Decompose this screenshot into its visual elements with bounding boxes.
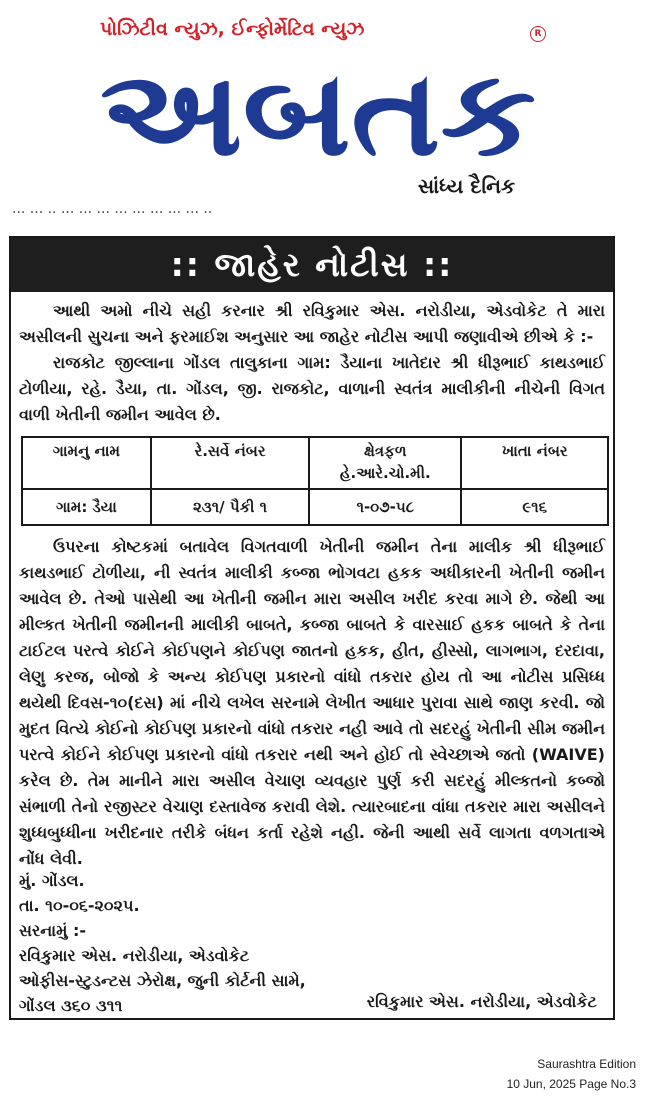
advocate-signature: રવિકુમાર એસ. નરોડીયા, એડવોકેટ [366, 992, 597, 1011]
notice-intro-1: આથી અમો નીચે સહી કરનાર શ્રી રવિકુમાર એસ. નરોડીયા, એડવોકેટ તે મારા અસીલની સુચના અને ફરમાઈશ અનુસાર આ જાહેર નોટીસ આપી જણાવીએ છીએ કે :- [19, 301, 605, 346]
logo-text: અબતક [100, 46, 536, 170]
address-label: સરનામું :- [19, 921, 86, 940]
col-area-unit: હે.આરે.ચો.મી. [339, 464, 431, 482]
edition-name: Saurashtra Edition [537, 1057, 636, 1071]
col-survey-number: રે.સર્વે નંબર [151, 437, 309, 489]
land-details-table [21, 436, 609, 526]
registered-mark: R [530, 26, 546, 42]
table-row [22, 489, 608, 525]
edition-info [507, 1054, 636, 1094]
masthead [0, 0, 646, 210]
public-notice [9, 236, 615, 1020]
col-area-label: ક્ષેત્રફળ [364, 442, 407, 460]
cell-account: ૯૧૬ [461, 489, 608, 525]
masthead-tagline: પોઝિટીવ ન્યુઝ, ઈન્ફોર્મેટિવ ન્યુઝ [100, 18, 365, 40]
cut-off-text: ... ... .. ... ... ... ... ... ... ... ... .. [12, 208, 213, 217]
col-village-name: ગામનુ નામ [22, 437, 151, 489]
notice-date: તા. ૧૦-૦૬-૨૦૨૫. [19, 896, 140, 915]
col-area [309, 437, 461, 489]
address-line: રવિકુમાર એસ. નરોડીયા, એડવોકેટ [19, 946, 250, 965]
cell-village: ગામ: ડૈયા [22, 489, 151, 525]
address-line: ગોંડલ ૩૬૦ ૩૧૧ [19, 996, 123, 1015]
col-account-number: ખાતા નંબર [461, 437, 608, 489]
edition-date-page: 10 Jun, 2025 Page No.3 [506, 1077, 636, 1091]
cell-survey: ૨૩૧/ પૈકી ૧ [151, 489, 309, 525]
notice-intro-2: રાજકોટ જીલ્લાના ગોંડલ તાલુકાના ગામ: ડૈયાના ખાતેદાર શ્રી ધીરૂભાઈ કાથડભાઈ ટોળીયા, રહે. ડૈયા, તા. ગોંડલ, જી. રાજકોટ, વાળાની સ્વતંત્ર માલીકીની નીચેની વિગત વાળી ખેતીની જમીન આવેલ છે. [19, 353, 605, 424]
newspaper-logo [98, 46, 538, 170]
table-header-row [22, 437, 608, 489]
masthead-subtitle: સાંધ્ય દૈનિક [418, 174, 516, 198]
address-line: ઓફીસ-સ્ટુડન્ટસ ઝેરોક્ષ, જુની કોર્ટની સામે, [19, 971, 306, 990]
notice-heading: :: જાહેર નોટીસ :: [11, 238, 613, 292]
cell-area: ૧-૦૭-૫૮ [309, 489, 461, 525]
notice-body: ઉપરના કોષ્ટકમાં બતાવેલ વિગતવાળી ખેતીની જમીન તેના માલીક શ્રી ધીરૂભાઈ કાથડભાઈ ટોળીયા, ની સ્વતંત્ર માલીકી કબ્જા ભોગવટા હકક અધીકારની ખેતીની જમીન આવેલ છે. તેઓ પાસેથી આ ખેતીની જમીન મારા અસીલ ખરીદ કરવા માગે છે. જેથી આ મીલ્કત ખેતીની જમીનની માલીકી બાબતે, કબ્જા બાબતે કે વારસાઈ હકક બાબતે કે તેના ટાઈટલ પરત્વે કોઈને કોઈપણને કોઈપણ જાતનો હકક, હીત, હીસ્સો, લાગભાગ, દરદાવા, લેણુ કરજ, બોજો કે અન્ય કોઈપણ પ્રકારનો વાંધો તકરાર હોય તો આ નોટીસ પ્રસિધ્ધ થયેથી દિવસ-૧૦(દસ) માં નીચે લખેલ સરનામે લેખીત આધાર પુરાવા સાથે જાણ કરવી. જો મુદત વિત્યે કોઈનો કોઈપણ પ્રકારનો વાંધો તકરાર નહી આવે તો સદરહું ખેતીની સીમ જમીન પરત્વે કોઈને કોઈપણ પ્રકારનો વાંધો તકરાર નથી અને હોઈ તો સ્વેચ્છાએ જતો (WAIVE) કરેલ છે. તેમ માનીને મારા અસીલ વેચાણ વ્યવહાર પુર્ણ કરી સદરહું મીલ્કતનો કબ્જો સંભાળી તેનો રજીસ્ટર વેચાણ દસ્તાવેજ કરાવી લેશે. ત્યારબાદના વાંધા તકરાર મારા અસીલને શુધ્ધબુધ્ધીના ખરીદનાર તરીકે બંધન કર્તા રહેશે નહી. જેની આથી સર્વે લાગતા વળગતાએ નોંધ લેવી. [19, 537, 605, 868]
cut-off-previous-text [12, 208, 372, 222]
notice-place: મું. ગોંડલ. [19, 871, 85, 890]
